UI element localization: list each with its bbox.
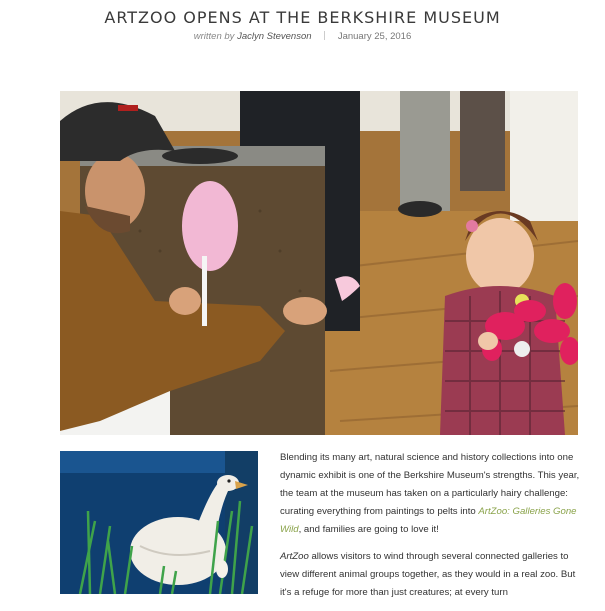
byline (0, 31, 605, 42)
article-title: ARTZOO OPENS AT THE BERKSHIRE MUSEUM (104, 8, 501, 27)
paragraph-intro-text: Blending its many art, natural science and history collections into one dynamic exhibit is one of the Berkshire Museum's strengths. This year, the team at the museum has taken on a particularly hairy challenge: curating everything from paintings to pelts into (280, 452, 580, 517)
artzoo-emphasis: ArtZoo (280, 551, 309, 562)
byline-prefix: written by (193, 31, 235, 42)
article-body (280, 449, 580, 611)
hero-photo (60, 91, 578, 435)
paragraph-intro-end: , and families are going to love it! (298, 524, 439, 535)
goose-exhibit-photo (60, 451, 258, 594)
byline-divider (324, 31, 325, 40)
publish-date: January 25, 2016 (337, 31, 412, 42)
author-link[interactable]: Jaclyn Stevenson (237, 31, 312, 42)
artzoo-link[interactable]: ArtZoo: Galleries Gone Wild (280, 506, 577, 535)
paragraph-second-text: allows visitors to wind through several connected galleries to view different animal groups together, as they would in a real zoo. But it's a refuge for more than just creatures; at every turn (280, 551, 576, 598)
paragraph-intro (280, 449, 580, 539)
